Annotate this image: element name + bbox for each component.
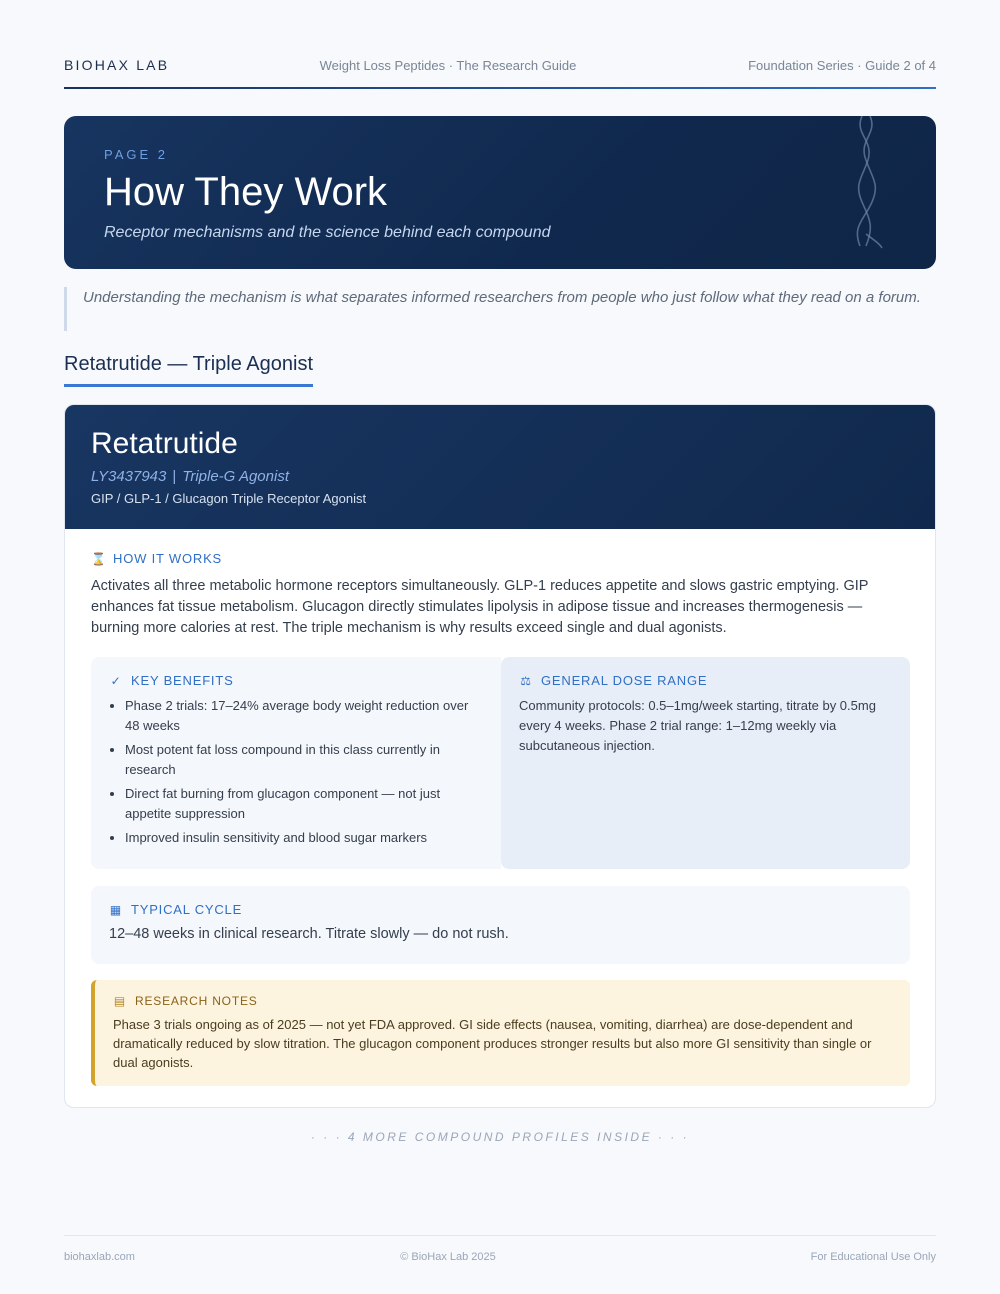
typical-cycle-title: TYPICAL CYCLE	[131, 902, 243, 917]
hero-banner	[64, 116, 936, 269]
footer-disclaimer: For Educational Use Only	[810, 1251, 936, 1263]
code-separator: |	[172, 468, 177, 485]
check-icon: ✓	[110, 673, 122, 688]
scale-icon: ⚖	[520, 673, 532, 688]
dose-range-text: Community protocols: 0.5–1mg/week starting, titrate by 0.5mg every 4 weeks. Phase 2 trial range: 1–12mg weekly via subcutaneous injection.	[519, 698, 876, 753]
dose-range-panel	[501, 657, 910, 869]
how-it-works-section	[91, 551, 911, 639]
dna-helix-icon	[848, 116, 888, 249]
research-notes-text: Phase 3 trials ongoing as of 2025 — not yet FDA approved. GI side effects (nausea, vomiting, diarrhea) are dose-dependent and dramatically reduced by slow titration. The glucagon component produces stronger results but also more GI sensitivity than single or dual agonists.	[113, 1017, 872, 1070]
section-title: Retatrutide — Triple Agonist	[64, 353, 313, 387]
compound-code-line	[91, 468, 289, 485]
research-notes-panel	[91, 980, 910, 1086]
compound-name: Retatrutide	[91, 427, 238, 460]
footer-site: biohaxlab.com	[64, 1251, 135, 1263]
page-title: How They Work	[104, 170, 388, 214]
list-item: • Most potent fat loss compound in this class currently in research	[125, 740, 483, 780]
compound-code: LY3437943	[91, 468, 167, 485]
key-benefits-title: KEY BENEFITS	[131, 673, 234, 688]
intro-quote	[64, 287, 936, 331]
how-it-works-label	[91, 551, 911, 566]
dna-icon: ⌛	[91, 551, 107, 566]
calendar-icon: ▦	[109, 902, 123, 917]
page	[64, 0, 936, 1294]
compound-card-header	[65, 405, 936, 529]
research-notes-label	[113, 994, 892, 1008]
typical-cycle-label	[109, 902, 892, 917]
research-notes-title: RESEARCH NOTES	[135, 994, 258, 1008]
series-label: Foundation Series · Guide 2 of 4	[748, 58, 936, 73]
how-it-works-title: HOW IT WORKS	[113, 551, 223, 566]
typical-cycle-panel	[91, 886, 910, 964]
dose-range-title: GENERAL DOSE RANGE	[541, 673, 708, 688]
key-benefits-label	[109, 673, 483, 688]
compound-description: GIP / GLP-1 / Glucagon Triple Receptor Agonist	[91, 491, 367, 506]
benefits-list	[109, 696, 483, 848]
notes-icon: ▤	[113, 994, 127, 1008]
guide-title: Weight Loss Peptides · The Research Guide	[319, 58, 577, 73]
page-subtitle: Receptor mechanisms and the science behind each compound	[104, 224, 551, 241]
typical-cycle-text: 12–48 weeks in clinical research. Titrate slowly — do not rush.	[109, 926, 509, 942]
more-profiles-teaser: · · · 4 MORE COMPOUND PROFILES INSIDE · · ·	[310, 1130, 690, 1144]
intro-quote-text: Understanding the mechanism is what separates informed researchers from people who just follow what they read on a forum.	[83, 289, 921, 306]
compound-class: Triple-G Agonist	[182, 468, 289, 485]
list-item: • Improved insulin sensitivity and blood sugar markers	[125, 828, 483, 848]
dose-range-label	[519, 673, 892, 688]
list-item: • Direct fat burning from glucagon component — not just appetite suppression	[125, 784, 483, 824]
key-benefits-panel	[91, 657, 501, 869]
footer-copyright: © BioHax Lab 2025	[400, 1251, 496, 1263]
brand-logo: BIOHAX LAB	[64, 57, 170, 73]
page-footer	[64, 1235, 936, 1263]
how-it-works-text: Activates all three metabolic hormone receptors simultaneously. GLP-1 reduces appetite and slows gastric emptying. GIP enhances fat tissue metabolism. Glucagon directly stimulates lipolysis in adipose tissue and increases thermogenesis — burning more calories at rest. The triple mechanism is why results exceed single and dual agonists.	[91, 578, 869, 636]
top-header	[64, 56, 936, 89]
page-number: PAGE 2	[104, 147, 169, 162]
list-item: • Phase 2 trials: 17–24% average body weight reduction over 48 weeks	[125, 696, 483, 736]
compound-card	[64, 404, 936, 1108]
